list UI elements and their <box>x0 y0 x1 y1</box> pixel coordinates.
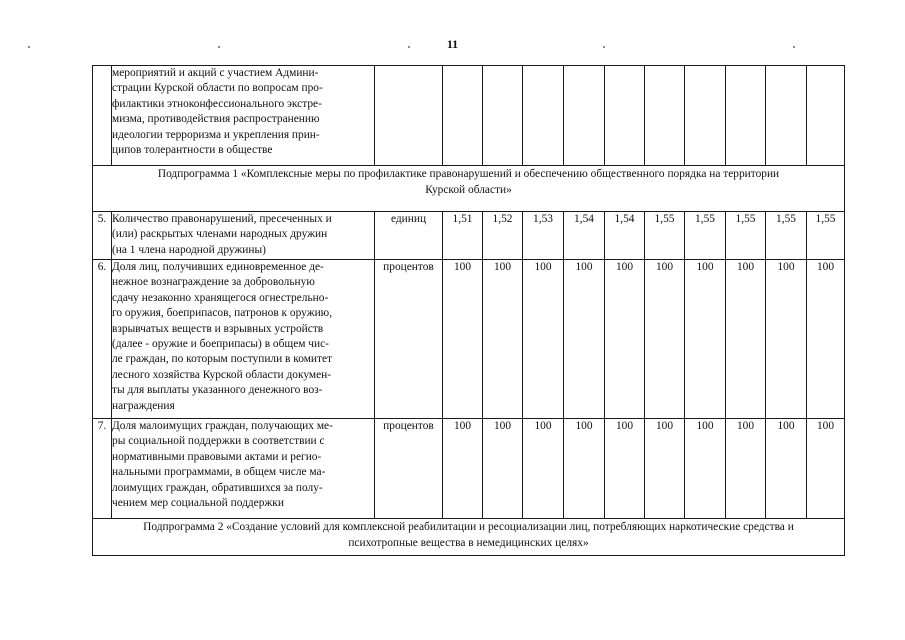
value-cell: 100 <box>443 260 483 419</box>
value-cell: 100 <box>726 419 766 519</box>
value-cell: 1,55 <box>807 212 845 260</box>
scan-speck <box>408 46 410 48</box>
subprogram-2-row <box>93 519 845 556</box>
value-cell: 1,55 <box>645 212 685 260</box>
table-row <box>93 419 845 519</box>
subprogram-2-title: Подпрограмма 2 «Создание условий для комплексной реабилитации и ресоциализации лиц, потребляющих наркотические средства и психотропные вещества в немедицинских целях» <box>93 519 845 556</box>
table-row <box>93 212 845 260</box>
unit-cell: единиц <box>375 212 443 260</box>
value-cell: 1,53 <box>523 212 564 260</box>
value-cell: 1,52 <box>483 212 523 260</box>
value-cell: 100 <box>807 260 845 419</box>
value-cell: 100 <box>564 260 605 419</box>
value-cell <box>483 66 523 166</box>
table-row <box>93 260 845 419</box>
description-cell: мероприятий и акций с участием Админи- страции Курской области по вопросам про- филактики этноконфессионального экстре- мизма, противодействия распространению идеологии терроризма и укрепления прин- ципов толерантности в обществе <box>112 66 375 166</box>
value-cell: 100 <box>685 419 726 519</box>
value-cell: 100 <box>443 419 483 519</box>
value-cell <box>766 66 807 166</box>
scan-speck <box>28 46 30 48</box>
row-number-cell <box>93 66 112 166</box>
value-cell: 100 <box>605 419 645 519</box>
value-cell: 1,54 <box>564 212 605 260</box>
unit-cell: процентов <box>375 260 443 419</box>
page-number: 11 <box>446 37 459 51</box>
value-cell: 100 <box>645 419 685 519</box>
description-cell: Количество правонарушений, пресеченных и (или) раскрытых членами народных дружин (на 1 члена народной дружины) <box>112 212 375 260</box>
value-cell: 100 <box>523 260 564 419</box>
value-cell <box>605 66 645 166</box>
value-cell <box>564 66 605 166</box>
value-cell: 1,55 <box>685 212 726 260</box>
value-cell: 100 <box>523 419 564 519</box>
indicators-table <box>92 65 845 556</box>
value-cell: 100 <box>483 260 523 419</box>
row-number-cell: 6. <box>93 260 112 419</box>
row-number-cell: 5. <box>93 212 112 260</box>
value-cell: 100 <box>564 419 605 519</box>
value-cell: 100 <box>766 260 807 419</box>
subprogram-1-title: Подпрограмма 1 «Комплексные меры по профилактике правонарушений и обеспечению общественного порядка на территории Курской области» <box>93 166 845 212</box>
scan-speck <box>793 46 795 48</box>
value-cell: 100 <box>605 260 645 419</box>
scan-speck <box>218 46 220 48</box>
description-cell: Доля лиц, получивших единовременное де- нежное вознаграждение за добровольную сдачу незаконно хранящегося огнестрельно- го оружия, боеприпасов, патронов к оружию, взрывчатых веществ и взрывных устройств (далее - оружие и боеприпасы) в общем чис- ле граждан, по которым поступили в комитет лесного хозяйства Курской области докумен- ты для выплаты указанного денежного воз- награждения <box>112 260 375 419</box>
value-cell <box>645 66 685 166</box>
value-cell: 1,55 <box>726 212 766 260</box>
table-row <box>93 66 845 166</box>
unit-cell: процентов <box>375 419 443 519</box>
row-number-cell: 7. <box>93 419 112 519</box>
value-cell <box>726 66 766 166</box>
value-cell: 100 <box>726 260 766 419</box>
description-cell: Доля малоимущих граждан, получающих ме- ры социальной поддержки в соответствии с нормативными правовыми актами и регио- нальными программами, в общем числе ма- лоимущих граждан, обратившихся за полу- чением мер социальной поддержки <box>112 419 375 519</box>
value-cell: 100 <box>483 419 523 519</box>
value-cell: 100 <box>685 260 726 419</box>
subprogram-1-row <box>93 166 845 212</box>
value-cell <box>523 66 564 166</box>
value-cell <box>685 66 726 166</box>
value-cell: 1,55 <box>766 212 807 260</box>
unit-cell <box>375 66 443 166</box>
value-cell: 1,54 <box>605 212 645 260</box>
value-cell: 1,51 <box>443 212 483 260</box>
value-cell: 100 <box>645 260 685 419</box>
scan-speck <box>603 46 605 48</box>
value-cell <box>807 66 845 166</box>
value-cell <box>443 66 483 166</box>
value-cell: 100 <box>766 419 807 519</box>
value-cell: 100 <box>807 419 845 519</box>
